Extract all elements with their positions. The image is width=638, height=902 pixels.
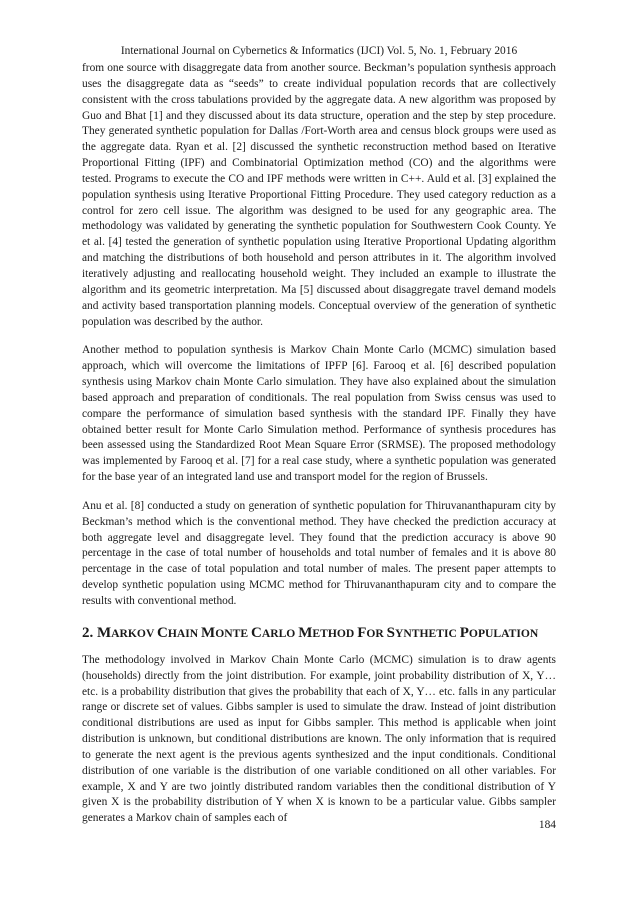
paragraph-literature-1: from one source with disaggregate data from another source. Beckman’s population synthesis approach uses the disaggregate data as “seeds” to create individual population records that are collectively consistent with the cross tabulations provided by the aggregate data. A new algorithm was proposed by Guo and Bhat [1] and they discussed about its data structure, operation and the step by step procedure. They generated synthetic population for Dallas /Fort-Worth area and census block groups were used as the aggregate data. Ryan et al. [2] discussed the synthetic reconstruction method based on Iterative Proportional Fitting (IPF) and Combinatorial Optimization method (CO) and the algorithms were tested. Programs to execute the CO and IPF methods were written in C++. Auld et al. [3] explained the population synthesis using Iterative Proportional Fitting Procedure. They used category reduction as a control for zero cell issue. The algorithm was designed to be used for any geographic area. The methodology was validated by generating the synthetic population for Southwestern Cook County. Ye et al. [4] tested the generation of synthetic population using Iterative Proportional Updating algorithm and matching the distributions of both household and person attributes in it. The algorithm involved iteratively adjusting and reallocating household weight. They included an example to illustrate the algorithm and its geometric interpretation. Ma [5] discussed about disaggregate travel demand models and activity based transportation planning models. Conceptual overview of the generation of synthetic population was described by the author. (82, 62, 556, 328)
page-body (82, 61, 556, 840)
paragraph-mcmc-method: The methodology involved in Markov Chain Monte Carlo (MCMC) simulation is to draw agents (households) directly from the joint distribution. For example, joint probability distribution of X, Y… etc. is a probability distribution that gives the probability that each of X, Y… etc. falls in any particular range or discrete set of values. Gibbs sampler is used to simulate the draw. Instead of joint distribution conditional distributions are used as input for Gibbs sampler. This method is applicable when joint distribution is unknown, but conditional distributions are known. The only information that is required to generate the next agent is the previous agents synthesized and the input conditionals. Conditional distribution of one variable is the distribution of one variable conditioned on all other variables. For example, X and Y are two jointly distributed random variables then the conditional distribution of Y given X is the probability distribution of Y when X is known to be a particular value. Gibbs sampler generates a Markov chain of samples each of (82, 653, 556, 825)
page-number: 184 (538, 819, 556, 831)
running-head: International Journal on Cybernetics & Informatics (IJCI) Vol. 5, No. 1, February 2016 (120, 45, 518, 57)
section-number: 2. (82, 624, 94, 641)
paragraph-literature-3: Anu et al. [8] conducted a study on generation of synthetic population for Thiruvananthapuram city by Beckman’s method which is the conventional method. They have checked the prediction accuracy at both aggregate level and disaggregate level. They found that the prediction accuracy is above 90 percentage in the case of total number of households and total number of females and it is above 80 percentage in the case of total population and total number of males. The present paper attempts to develop synthetic population using MCMC method for Thiruvananthapuram city and to compare the results with conventional method. (82, 499, 556, 607)
section-heading: 2. MARKOV CHAIN MONTE CARLO METHOD FOR SYNTHETIC POPULATION (82, 624, 539, 641)
paragraph-literature-2: Another method to population synthesis is Markov Chain Monte Carlo (MCMC) simulation based approach, which will overcome the limitations of IPFP [6]. Farooq et al. [6] described population synthesis using Markov chain Monte Carlo simulation. They have also explained about the simulation based approach and preparation of conditionals. The real population from Swiss census was used to compare the performance of simulation based synthesis with the standard IPF. Finally they have obtained better result for Monte Carlo Simulation method. Performance of synthesis procedures has been assessed using the Standardized Root Mean Square Error (SRMSE). The proposed methodology was implemented by Farooq et al. [7] for a real case study, where a synthetic population was generated for the base year of an integrated land use and transport model for the region of Brussels. (82, 344, 556, 484)
